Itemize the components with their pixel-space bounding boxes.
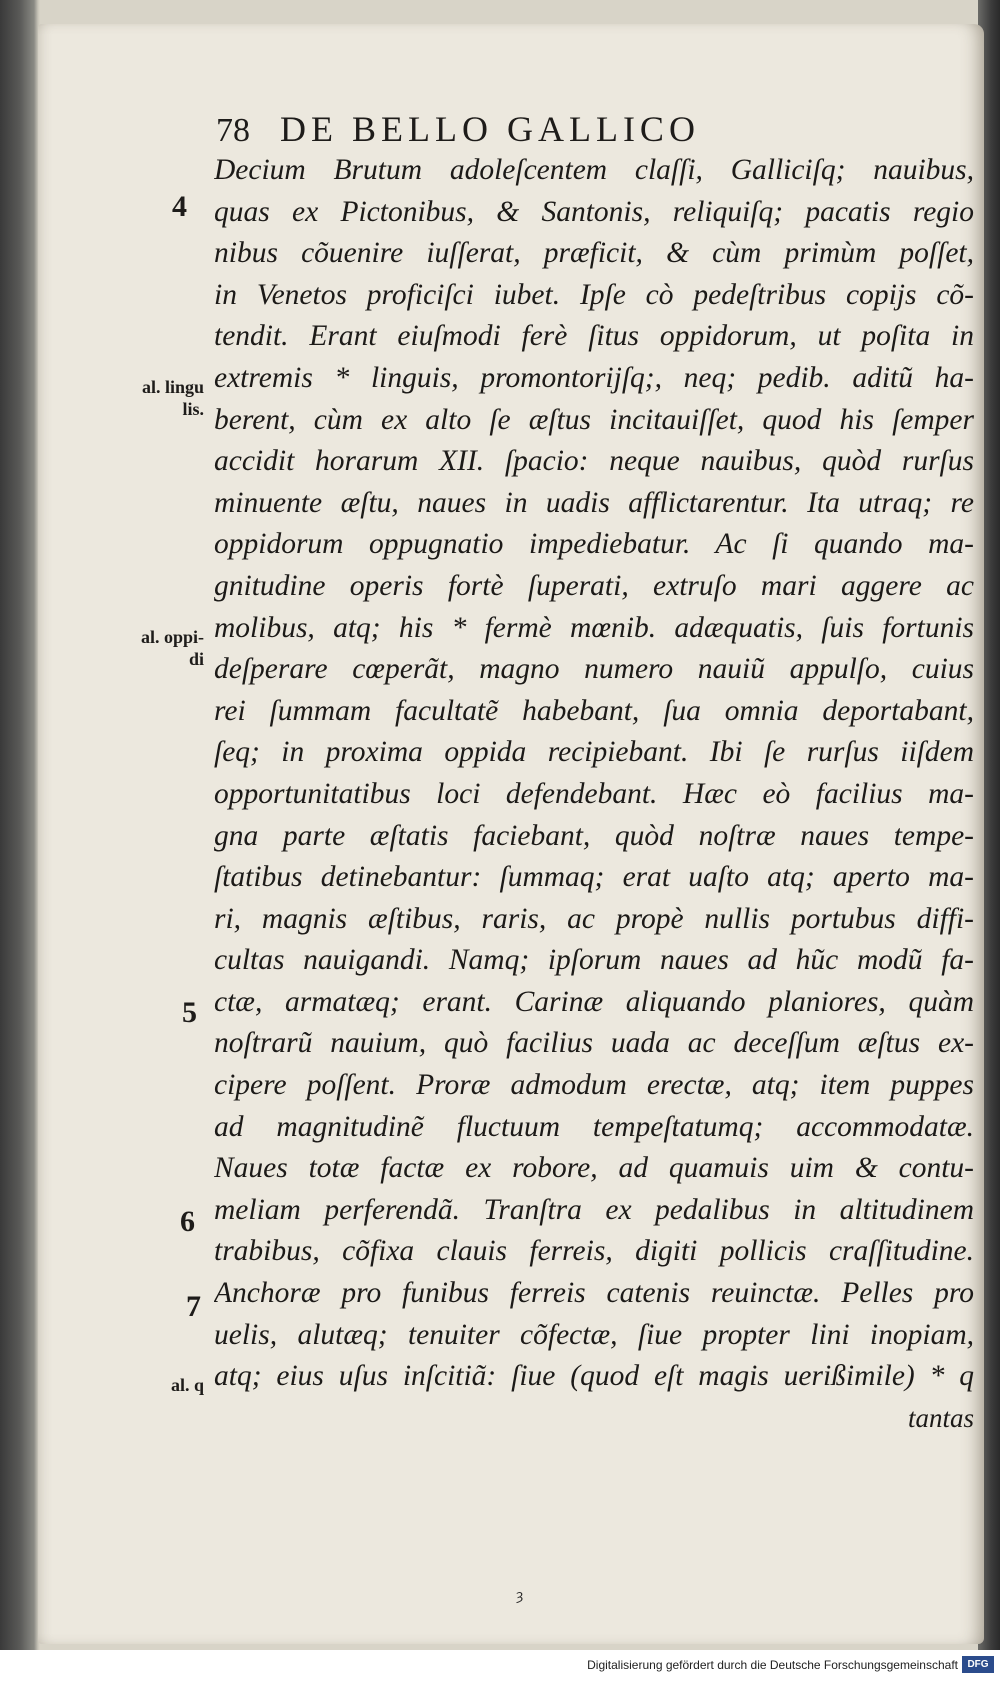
text-line: accidit horarum XII. ſpacio: neque nauibus, quòd rurſus [214, 445, 974, 478]
margin-note-line: di [188, 649, 204, 669]
text-line: opportunitatibus loci defendebant. Hæc eò facilius ma- [214, 777, 974, 810]
text-line: Decium Brutum adoleſcentem claſſi, Galliciſq; nauibus, [214, 154, 974, 186]
text-line: cultas nauigandi. Namq; ipſorum naues ad hũc modũ fa- [214, 944, 974, 977]
running-head [216, 108, 700, 154]
text-line: extremis * linguis, promontorijſq;, neq; pedib. aditũ ha- [214, 361, 974, 394]
text-line: deſperare cœperãt, magno numero nauiũ appulſo, cuius [214, 653, 974, 686]
text-line: molibus, atq; his * fermè mœnib. adæquatis, ſuis fortunis [214, 611, 974, 644]
text-line: minuente æſtu, naues in uadis afflictarentur. Ita utraq; re [214, 486, 974, 519]
text-line: in Venetos proficiſci iubet. Ipſe cò pedeſtribus copijs cõ- [214, 278, 974, 311]
running-title: DE BELLO GALLICO [280, 109, 700, 149]
text-line: berent, cùm ex alto ſe æſtus incitauiſſet, quod his ſemper [214, 403, 974, 436]
catchword: tantas [907, 1402, 974, 1433]
text-line: ri, magnis æſtibus, raris, ac propè nullis portubus diffi- [214, 902, 974, 935]
text-line: oppidorum oppugnatio impediebatur. Ac ſi quando ma- [214, 528, 974, 561]
page-number: 78 [216, 112, 250, 149]
text-line: rei ſummam facultatẽ habebant, ſua omnia deportabant, [214, 694, 974, 727]
text-line: Anchoræ pro funibus ferreis catenis reuinctæ. Pelles pro [214, 1277, 974, 1310]
text-line: tendit. Erant eiuſmodi ferè ſitus oppidorum, ut poſita in [214, 320, 974, 353]
section-number-7: 7 [186, 1290, 201, 1323]
text-line: Naues totæ factæ ex robore, ad quamuis uim & contu- [214, 1152, 974, 1185]
margin-note-line: al. lingu [141, 377, 204, 397]
text-line: gna parte æſtatis faciebant, quòd noſtræ naues tempe- [214, 819, 974, 852]
footer-bar [0, 1650, 1000, 1681]
funding-credit: Digitalisierung gefördert durch die Deutsche Forschungsgemeinschaft [587, 1658, 958, 1672]
main-text [214, 150, 974, 1439]
text-line: ad magnitudinẽ fluctuum tempeſtatumq; accommodatæ. [214, 1110, 974, 1143]
margin-note-line: al. oppi- [140, 627, 204, 647]
signature-mark: ȝ [516, 1588, 524, 1604]
margin-note-lingulis [108, 376, 204, 420]
text-line: ſeq; in proxima oppida recipiebant. Ibi ſe rurſus iiſdem [214, 736, 974, 769]
section-number-4: 4 [172, 190, 187, 223]
text-line: uelis, alutæq; tenuiter cõfectæ, ſiue propter lini inopiam, [214, 1318, 974, 1351]
text-line: ctæ, armatæq; erant. Carinæ aliquando planiores, quàm [214, 985, 974, 1018]
dfg-logo: DFG [962, 1656, 994, 1673]
section-number-6: 6 [180, 1205, 195, 1238]
text-line: trabibus, cõfixa clauis ferreis, digiti pollicis craſſitudine. [214, 1235, 974, 1268]
text-line: noſtrarũ nauium, quò facilius uada ac deceſſum æſtus ex- [214, 1027, 974, 1060]
text-line: quas ex Pictonibus, & Santonis, reliquiſq; pacatis regio [214, 195, 974, 228]
margin-note-q: al. q [170, 1375, 204, 1395]
text-line: ſtatibus detinebantur: ſummaq; erat uaſto atq; aperto ma- [214, 861, 974, 894]
text-line: meliam perferendã. Tranſtra ex pedalibus in altitudinem [214, 1193, 974, 1226]
text-line: nibus cõuenire iuſſerat, præficit, & cùm primùm poſſet, [214, 237, 974, 270]
section-number-5: 5 [182, 996, 197, 1029]
margin-note-oppidi [108, 626, 204, 670]
text-line: atq; eius uſus inſcitiã: ſiue (quod eſt magis uerißimile) * q [214, 1360, 974, 1393]
text-line: cipere poſſent. Proræ admodum erectæ, atq; item puppes [214, 1069, 974, 1102]
text-line: gnitudine operis fortè ſuperati, extruſo mari aggere ac [214, 569, 974, 602]
margin-note-line: lis. [182, 399, 204, 419]
